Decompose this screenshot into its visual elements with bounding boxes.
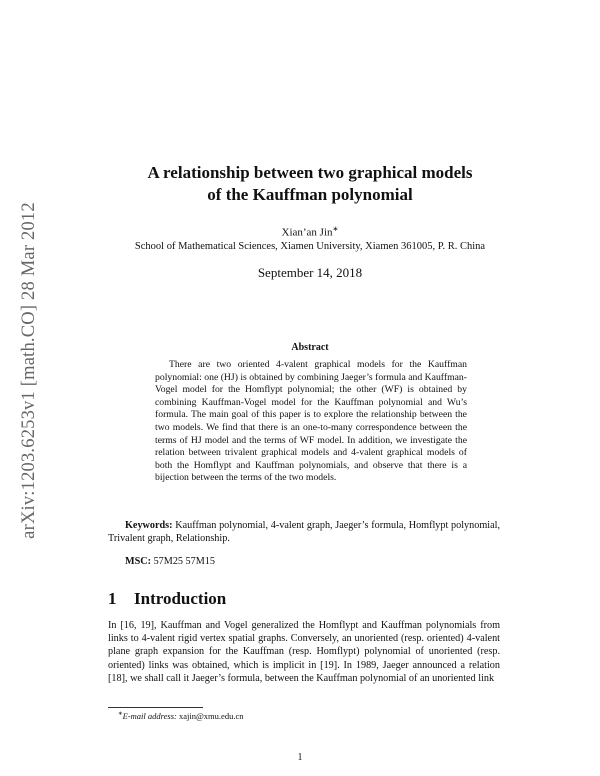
msc-label: MSC: bbox=[125, 556, 152, 567]
author-footnote-mark: ∗ bbox=[332, 225, 339, 233]
section-heading bbox=[108, 589, 226, 609]
msc-text: 57M25 57M15 bbox=[153, 556, 215, 567]
author-name: Xian’an Jin bbox=[281, 226, 333, 239]
arxiv-identifier-text: arXiv:1203.6253v1 [math.CO] 28 Mar 2012 bbox=[18, 201, 39, 539]
footnote-email: xajin@xmu.edu.cn bbox=[178, 711, 244, 721]
abstract-heading: Abstract bbox=[291, 342, 329, 353]
intro-paragraph: In [16, 19], Kauffman and Vogel generalized the Homflypt and Kauffman polynomials from links to 4-valent rigid vertex spatial graphs. Conversely, an unoriented (resp. oriented) 4-valent plane graph expansion for the Kauffman (resp. Homflypt) polynomial of unoriented (resp. oriented) links was obtained, which is implicit in [19]. In 1989, Jaeger announced a relation [18], we shall call it Jaeger’s formula, between the Kauffman polynomial of an unoriented link bbox=[108, 620, 500, 684]
footnote-rule bbox=[108, 707, 203, 708]
footnote-mark: ∗ bbox=[118, 711, 123, 718]
footnote bbox=[118, 711, 243, 721]
msc bbox=[125, 556, 215, 567]
section-title: Introduction bbox=[134, 589, 227, 608]
abstract-text: There are two oriented 4-valent graphical models for the Kauffman polynomial: one (HJ) is obtained by combining Jaeger’s formula and Kauffman-Vogel model for the Homflypt polynomial; the other (WF) is obtained by combining Kauffman-Vogel model for the Kauffman polynomial and Wu’s formula. The main goal of this paper is to explore the relationship between the two models. We find that there is an one-to-many correspondence between the terms of HJ model and the terms of WF model. In addition, we investigate the relation between trivalent graphical models and 4-valent graphical models of both the Homflypt and Kauffman polynomials, and observe that there is a bijection between the terms of the two models. bbox=[155, 359, 467, 484]
arxiv-identifier-stamp bbox=[14, 170, 44, 570]
title-line-2: of the Kauffman polynomial bbox=[207, 185, 413, 204]
keywords bbox=[108, 519, 500, 545]
keywords-text: Kauffman polynomial, 4-valent graph, Jaeger’s formula, Homflypt polynomial, Trivalent graph, Relationship. bbox=[108, 520, 500, 544]
author bbox=[90, 224, 530, 239]
footnote-label: E-mail address: bbox=[122, 711, 177, 721]
paper-title bbox=[90, 162, 530, 206]
date: September 14, 2018 bbox=[257, 265, 363, 280]
affiliation: School of Mathematical Sciences, Xiamen University, Xiamen 361005, P. R. China bbox=[134, 241, 486, 252]
title-line-1: A relationship between two graphical models bbox=[147, 163, 473, 182]
section-number: 1 bbox=[108, 589, 117, 608]
page-number: 1 bbox=[297, 752, 303, 763]
keywords-label: Keywords: bbox=[125, 520, 173, 531]
